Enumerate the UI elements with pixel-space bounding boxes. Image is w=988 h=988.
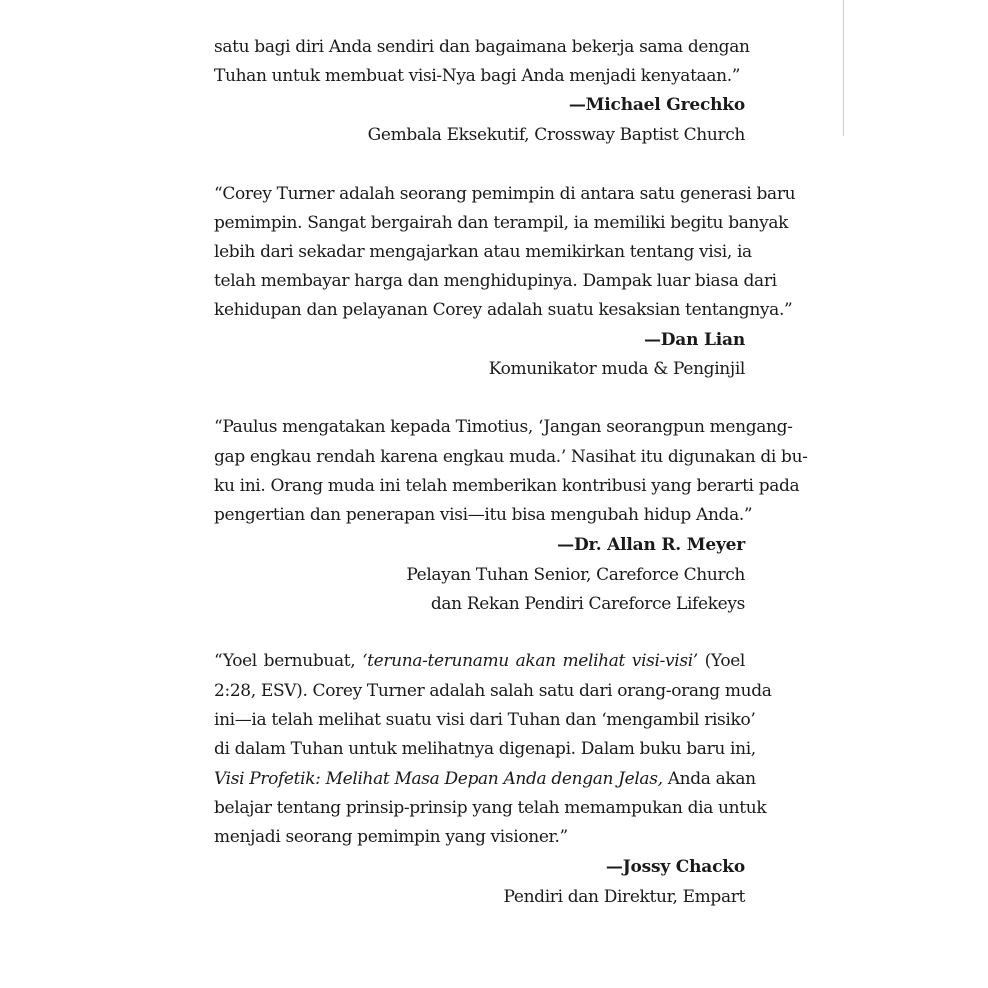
quote-line: pemimpin. Sangat bergairah dan terampil, ia memiliki begitu banyak (214, 213, 789, 233)
quote-text: Anda akan (662, 769, 756, 789)
endorsement-author: —Jossy Chacko (605, 857, 745, 877)
endorsement-author-title: Komunikator muda & Penginjil (488, 359, 745, 379)
quote-line: pengertian dan penerapan visi—itu bisa mengubah hidup Anda.” (214, 505, 753, 525)
quote-line: di dalam Tuhan untuk melihatnya digenapi. Dalam buku baru ini, (214, 739, 756, 759)
quote-line: ini—ia telah melihat suatu visi dari Tuhan dan ‘mengambil risiko’ (214, 710, 756, 730)
quote-line: belajar tentang prinsip-prinsip yang telah memampukan dia untuk (214, 798, 767, 818)
endorsement-author: —Dr. Allan R. Meyer (557, 535, 745, 555)
book-title-italic: Visi Profetik: Melihat Masa Depan Anda dengan Jelas, (214, 769, 663, 789)
quote-line: kehidupan dan pelayanan Corey adalah suatu kesaksian tentangnya.” (214, 300, 793, 320)
endorsement-author-title: Gembala Eksekutif, Crossway Baptist Church (367, 125, 745, 145)
quote-line (214, 768, 756, 790)
quote-line: 2:28, ESV). Corey Turner adalah salah satu dari orang-orang muda (214, 681, 772, 701)
quote-line: telah membayar harga dan menghidupinya. Dampak luar biasa dari (214, 271, 777, 291)
endorsement-author: —Dan Lian (643, 330, 745, 350)
quote-scripture-italic: ‘teruna-terunamu akan melihat visi-visi’ (362, 651, 698, 671)
endorsement-author-title: dan Rekan Pendiri Careforce Lifekeys (430, 594, 745, 614)
quote-line (214, 650, 745, 672)
quote-line: “Paulus mengatakan kepada Timotius, ‘Jangan seorangpun mengang- (214, 417, 793, 437)
quote-line: Tuhan untuk membuat visi-Nya bagi Anda menjadi kenyataan.” (214, 66, 741, 86)
quote-line: menjadi seorang pemimpin yang visioner.” (214, 827, 568, 847)
endorsement-author-title: Pendiri dan Direktur, Empart (503, 887, 745, 907)
endorsement-author: —Michael Grechko (568, 95, 745, 115)
quote-line: lebih dari sekadar mengajarkan atau memikirkan tentang visi, ia (214, 242, 752, 262)
quote-line: satu bagi diri Anda sendiri dan bagaimana bekerja sama dengan (214, 37, 750, 57)
quote-text: (Yoel (697, 651, 746, 671)
quote-line: ku ini. Orang muda ini telah memberikan kontribusi yang berarti pada (214, 476, 800, 496)
quote-line: “Corey Turner adalah seorang pemimpin di antara satu generasi baru (214, 184, 796, 204)
endorsement-author-title: Pelayan Tuhan Senior, Careforce Church (406, 565, 745, 585)
quote-line: gap engkau rendah karena engkau muda.’ Nasihat itu digunakan di bu- (214, 447, 808, 467)
quote-text: “Yoel bernubuat, (214, 651, 363, 671)
